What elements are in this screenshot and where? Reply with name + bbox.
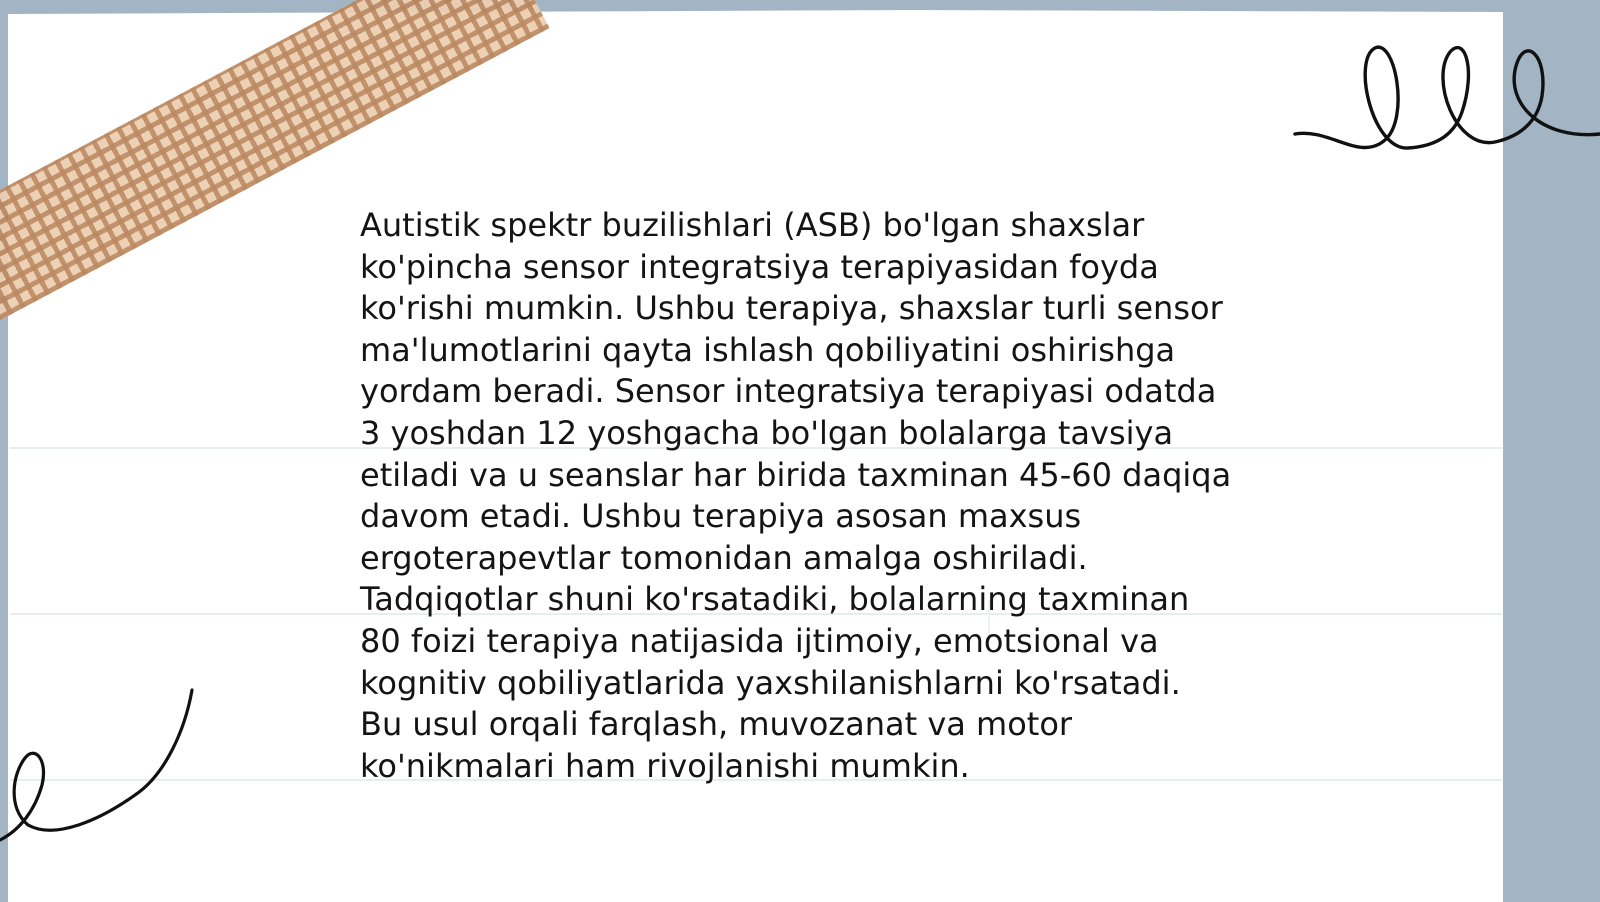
body-paragraph: Autistik spektr buzilishlari (ASB) bo'lgan shaxslar ko'pincha sensor integratsiya terapiyasidan foyda ko'rishi mumkin. Ushbu terapiya, shaxslar turli sensor ma'lumotlarini qayta ishlash qobiliyatini oshirishga yordam beradi. Sensor integratsiya terapiyasi odatda 3 yoshdan 12 yoshgacha bo'lgan bolalarga tavsiya etiladi va u seanslar har birida taxminan 45-60 daqiqa davom etadi. Ushbu terapiya asosan maxsus ergoterapevtlar tomonidan amalga oshiriladi. Tadqiqotlar shuni ko'rsatadiki, bolalarning taxminan 80 foizi terapiya natijasida ijtimoiy, emotsional va kognitiv qobiliyatlarida yaxshilanishlarni ko'rsatadi. Bu usul orqali farqlash, muvozanat va motor ko'nikmalari ham rivojlanishi mumkin.: [360, 206, 1232, 785]
loop-scribble-icon: [1290, 30, 1600, 165]
swoosh-scribble-icon: [0, 690, 200, 850]
